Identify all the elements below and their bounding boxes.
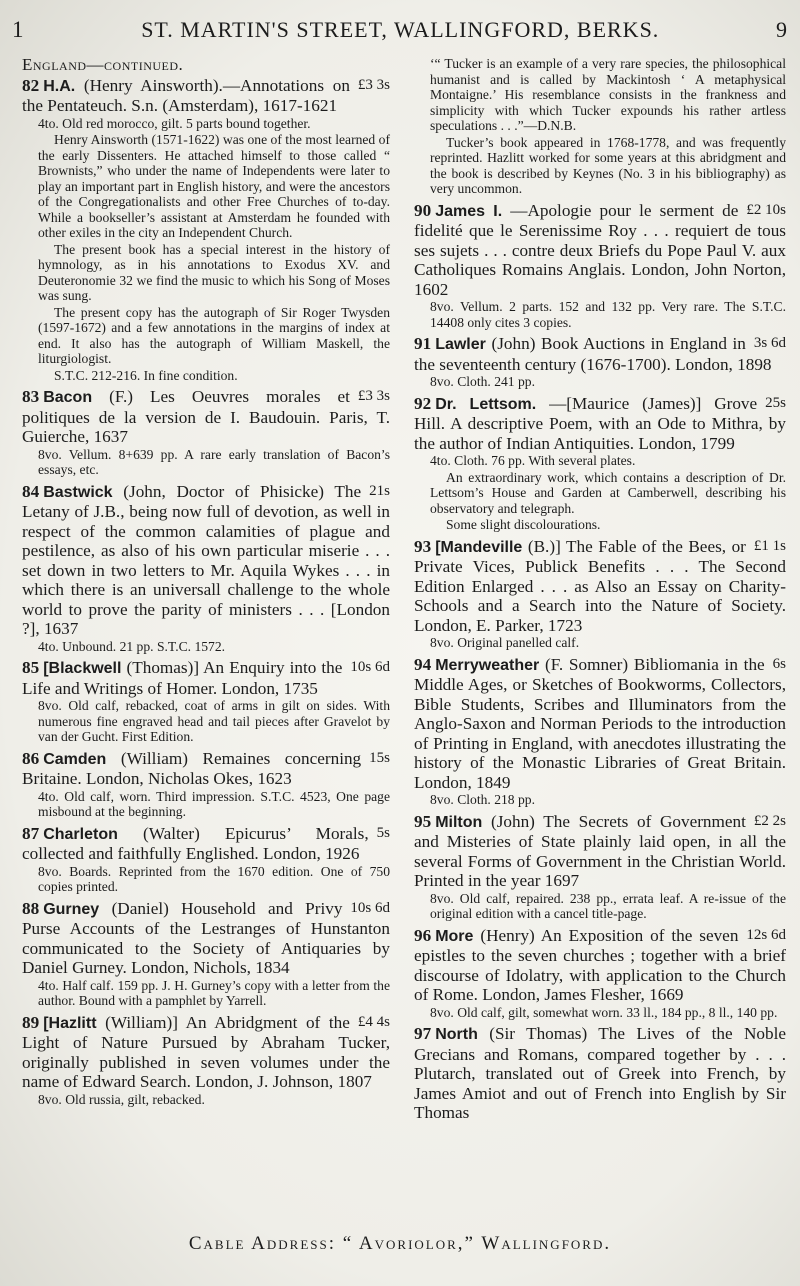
catalogue-entry [22,749,390,820]
description-paragraph: Some slight discolourations. [446,517,601,532]
entry-number: 92 [414,393,432,413]
entry-author: Gurney [43,900,100,918]
entry-title-line [22,658,390,698]
entry-number: 84 [22,481,40,501]
catalogue-entry [22,482,390,655]
catalogue-entry [414,394,786,533]
entry-number: 87 [22,823,40,843]
entry-title: (John, Doctor of Phisicke) The Letany of J.B., being now full of devotion, as well in respect of the common calamities of plague and pestilence, as also of his own particular miserie . . . set down in two letters to Mr. Aquila Wykes . . . in which there is an universall challenge to the whole world to prove the parity of ministers . . . [London ?], 1637 [22,481,390,638]
entry-price: 25s [765,394,786,411]
entry-author: Camden [43,750,107,768]
description-paragraph: 8vo. Original panelled calf. [430,635,580,650]
entry-number: 90 [414,200,432,220]
entry-number: 85 [22,658,40,677]
entry-number: 93 [414,536,432,556]
catalogue-entry [414,537,786,651]
entry-description [414,635,786,651]
entry-number: 96 [414,925,432,945]
entry-title: (B.)] The Fable of the Bees, or Private Vices, Publick Benefits . . . The Second Edition Enlarged . . . as Also an Essay on Charity-Schools and a Search into the Nature of Society. London, E. Parker, 1723 [414,536,786,635]
description-paragraph: The present book has a special interest in the history of hymnology, as in his annotations to Exodus XV. and Deuteronomie 32 we find the music to which his Song of Moses was sung. [38,241,390,303]
entry-title: (John) Book Auctions in England in the seventeenth century (1676-1700). London, 1898 [414,334,772,374]
entry-title-line [414,926,786,1005]
description-paragraph: The present copy has the autograph of Sir Roger Twysden (1597-1672) and a few annotations in the margins of index at end. It also has the autograph of William Maskell, the liturgiologist. [38,304,390,366]
entry-title: (William) Remaines concerning Britaine. London, Nicholas Okes, 1623 [22,748,362,788]
entry-price: £2 10s [746,201,786,218]
entry-number: 86 [22,748,40,768]
continued-quotation [414,56,786,197]
entry-author: Dr. Lettsom. [435,395,537,413]
entry-title-line [22,1013,390,1092]
entry-number: 91 [414,334,432,353]
entry-author: [Mandeville [435,538,523,556]
description-paragraph: 8vo. Old calf, gilt, somewhat worn. 33 ll., 184 pp., 8 ll., 140 pp. [430,1004,778,1020]
entry-description [414,374,786,390]
entry-title: (Thomas)] An Enquiry into the Life and Writings of Homer. London, 1735 [22,658,343,698]
quotation-text [414,56,786,197]
entry-description [414,299,786,330]
entry-title-line [22,824,390,864]
entry-title-line [22,749,390,789]
entry-author: Lawler [435,336,486,353]
entry-title-line [22,76,390,116]
entry-title: —Apologie pour le serment de fidelité que le Serenissime Roy . . . requiert de tous ses sujets . . . contre deux Briefs du Pope Paul V. aux Catholiques Romains Anglais. London, John Norton, 1602 [414,200,786,299]
entry-title: (John) The Secrets of Government and Misteries of State plainly laid open, in all the several Forms of Government in the Christian World. Printed in the year 1697 [414,811,786,890]
entry-price: £2 2s [753,812,786,829]
entry-title: (William)] An Abridgment of the Light of Nature Pursued by Abraham Tucker, originally published in seven volumes under the name of Edward Search. London, J. Johnson, 1807 [22,1012,390,1091]
description-paragraph: 8vo. Vellum. 2 parts. 152 and 132 pp. Very rare. The S.T.C. 14408 only cites 3 copies. [430,299,786,330]
description-paragraph: An extraordinary work, which contains a description of Dr. Lettsom’s House and Garden at Camberwell, describing his observatory and telegraph. [430,469,786,516]
description-paragraph: 4to. Cloth. 76 pp. With several plates. [430,453,636,468]
quotation-paragraph: Tucker’s book appeared in 1768-1778, and was frequently reprinted. Hazlitt worked for some years at this abridgment and the book is described by Keynes (No. 3 in his bibliography) as very uncommon. [430,134,786,196]
entry-description [22,116,390,384]
entry-description [414,1005,786,1021]
page-header [12,10,788,50]
description-paragraph: 4to. Old red morocco, gilt. 5 parts bound together. [38,115,311,131]
description-paragraph: 4to. Unbound. 21 pp. S.T.C. 1572. [38,638,226,654]
entry-price: 12s 6d [746,926,786,943]
entry-number: 89 [22,1012,40,1032]
entry-number: 95 [414,811,432,831]
description-paragraph: 8vo. Boards. Reprinted from the 1670 edition. One of 750 copies printed. [38,863,390,894]
catalogue-entry [22,824,390,895]
entry-description [414,792,786,808]
catalogue-entry [22,387,390,478]
entry-title: —[Maurice (James)] Grove Hill. A descriptive Poem, with an Ode to Mithra, by the author of Indian Antiquities. London, 1799 [414,393,786,453]
entry-author: Bastwick [43,483,113,501]
entry-author: H.A. [43,77,76,95]
entry-author: North [435,1026,478,1043]
entry-title-line [22,387,390,447]
entry-number: 83 [22,387,40,406]
entry-title: (Sir Thomas) The Lives of the Noble Grecians and Romans, compared together by . . . Plutarch, translated out of Greek into French, by James Amiot and out of French into English by Sir Thomas [414,1024,787,1122]
entry-title-line [414,1024,786,1123]
entry-price: £3 3s [357,76,390,93]
entry-title-line [22,899,390,978]
description-paragraph: 8vo. Cloth. 241 pp. [430,374,535,389]
entry-title-line [414,201,786,300]
catalogue-entry [22,658,390,745]
entry-price: 15s [369,749,390,766]
catalogue-entry [414,926,786,1021]
description-paragraph: 8vo. Old russia, gilt, rebacked. [38,1091,205,1107]
catalogue-entry [22,76,390,384]
catalogue-entry [22,1013,390,1108]
entry-author: Milton [435,813,483,831]
entry-title: (F. Somner) Bibliomania in the Middle Ages, or Sketches of Bookworms, Collectors, Bible Students, Scribes and Illuminators from the Anglo-Saxon and Norman Periods to the introduction of Printing in England, with anecdotes illustrating the history of the Monastic Libraries of Great Britain. London, 1849 [414,654,786,792]
entry-price: 10s 6d [350,899,390,916]
entry-description [22,639,390,655]
catalogue-entry [414,334,786,390]
entry-price: 3s 6d [753,335,786,351]
entry-price: £1 1s [753,537,786,554]
description-paragraph: 8vo. Old calf, rebacked, coat of arms in gilt on sides. With numerous fine engraved head and tail pieces after Gravelot by van der Gucht. First Edition. [38,698,390,744]
entry-price: 10s 6d [350,659,390,675]
entry-title-line [414,537,786,636]
description-paragraph: 4to. Half calf. 159 pp. J. H. Gurney’s copy with a letter from the author. Bound with a pamphlet by Yarrell. [38,977,390,1008]
entry-author: James I. [435,202,503,220]
entry-price: 21s [369,482,390,499]
entry-number: 94 [414,654,432,674]
entry-description [22,1092,390,1108]
entry-author: [Blackwell [43,660,122,677]
description-paragraph: 8vo. Old calf, repaired. 238 pp., errata leaf. A re-issue of the original edition with a cancel title-page. [430,890,786,921]
entry-title: (Henry) An Exposition of the seven epistles to the seven churches ; together with a brief discourse of Idolatry, with application to the Church of Rome. London, James Flesher, 1669 [414,925,786,1004]
entry-number: 97 [414,1024,432,1043]
entry-description [22,789,390,820]
entry-description [22,864,390,895]
quotation-paragraph: ‘“ Tucker is an example of a very rare species, the philosophical humanist and is called by Mackintosh ‘ A metaphysical Montaigne.’ His resemblance consists in the frankness and simplicity with which Tucker expounds his rather artless speculations . . .”—D.N.B. [430,56,786,133]
entry-title: (Daniel) Household and Privy Purse Accounts of the Lestranges of Hunstanton communicated to the Society of Antiquaries by Daniel Gurney. London, Nichols, 1834 [22,898,390,977]
entry-author: [Hazlitt [43,1014,97,1032]
catalogue-entry [22,899,390,1009]
description-paragraph: 8vo. Cloth. 218 pp. [430,792,535,807]
description-paragraph: S.T.C. 212-216. In fine condition. [54,367,238,383]
page-number-right: 9 [776,17,788,42]
entry-price: 6s [772,655,786,672]
entry-author: Charleton [43,825,118,843]
entry-number: 82 [22,75,40,95]
right-column [414,56,786,1127]
entry-description [22,978,390,1009]
entry-price: 5s [376,824,390,841]
entry-author: Merryweather [435,656,540,674]
entry-title-line [414,334,786,374]
entry-title: (Henry Ainsworth).—Annotations on the Pentateuch. S.n. (Amsterdam), 1617-1621 [22,75,350,115]
entry-price: £3 3s [357,388,390,404]
entry-title-line [414,655,786,793]
entry-author: Bacon [43,389,93,406]
entry-title-line [414,394,786,454]
catalogue-entry [414,1024,786,1123]
entry-author: More [435,927,474,945]
catalogue-entry [414,201,786,331]
cable-address-footer: Cable Address: “ Avoriolor,” Wallingford. [188,1233,612,1254]
entry-price: £4 4s [357,1013,390,1030]
description-paragraph: Henry Ainsworth (1571-1622) was one of the most learned of the early Dissenters. He attached himself to those called “ Brownists,” who under the name of Independents were later to play an important part in English history, and were the ancestors of the Congregationalists and other Free Churches of to-day. While a bookseller’s assistant at Amsterdam he founded with other exiles in the city an Independent Church. [38,132,390,240]
entry-description [414,453,786,533]
entry-title-line [22,482,390,639]
entry-title: (F.) Les Oeuvres morales et politiques de la version de I. Baudouin. Paris, T. Guierche, 1637 [22,387,390,446]
left-column [22,56,390,1111]
entry-description [22,698,390,745]
section-continued-heading: England—continued. [22,55,184,74]
entry-description [414,891,786,922]
catalogue-entry [414,655,786,808]
catalogue-entry [414,812,786,922]
description-paragraph: 8vo. Vellum. 8+639 pp. A rare early translation of Bacon’s essays, etc. [38,446,390,477]
entry-title-line [414,812,786,891]
page-number-left: 1 [12,17,25,42]
entry-description [22,447,390,478]
entry-title: (Walter) Epicurus’ Morals, collected and faithfully Englished. London, 1926 [22,823,369,863]
description-paragraph: 4to. Old calf, worn. Third impression. S.T.C. 4523, One page misbound at the beginning. [38,788,390,819]
entry-number: 88 [22,898,40,918]
page-address: ST. MARTIN'S STREET, WALLINGFORD, BERKS. [141,17,660,42]
